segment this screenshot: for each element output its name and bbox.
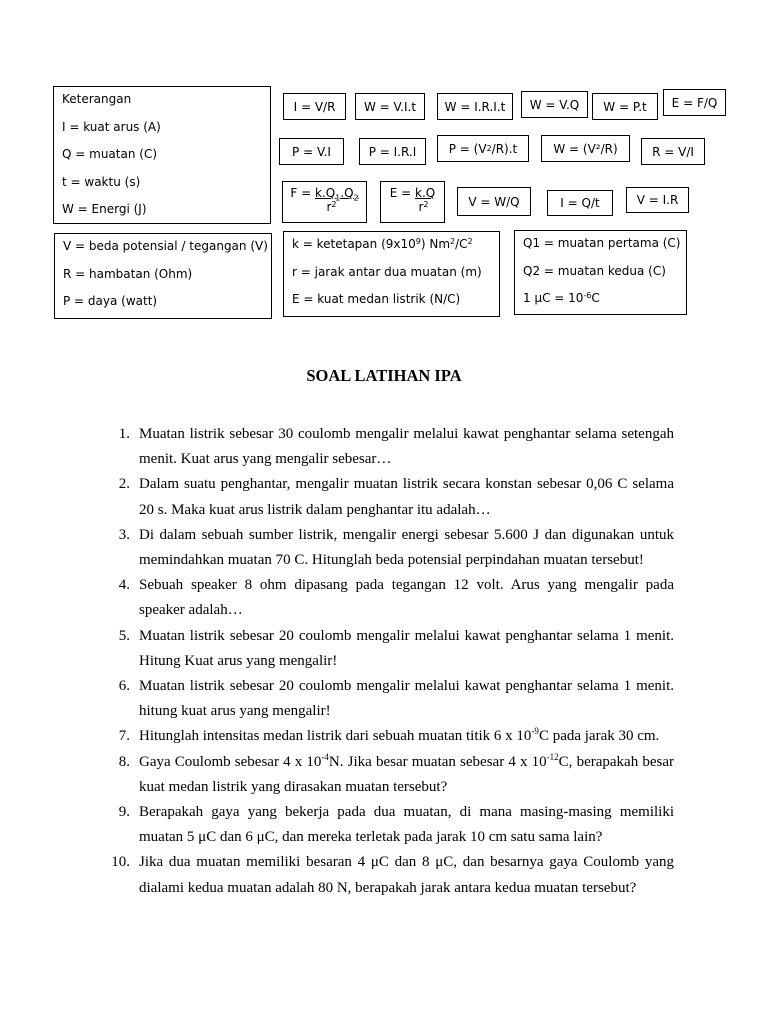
formula-v-ir: V = I.R [626, 187, 689, 213]
legend-item-voltage: V = beda potensial / tegangan (V) [63, 239, 268, 253]
question-item: 8. Gaya Coulomb sebesar 4 x $10^{-4}N$. Jika besar muatan sebesar 4 x $10^{-12}C$, berapakah besar kuat medan listrik yang dirasakan muatan tersebut? [118, 751, 675, 795]
question-list [112, 422, 674, 901]
question-item: 10. Jika dua muatan memiliki besaran 4 μC dan 8 μC, dan besarnya gaya Coulomb yang dialami kedua muatan adalah 80 N, berapakah jarak antara kedua muatan tersebut? [111, 854, 674, 896]
formula-electric-field: E = k.Q $r^2$ [380, 181, 445, 223]
legend-item-distance: r = jarak antar dua muatan (m) [292, 264, 482, 279]
legend-box-keterangan [53, 86, 271, 224]
formula-w-vq: W = V.Q [521, 91, 588, 118]
legend-box-charges [514, 230, 687, 315]
formula-i-qt: I = Q/t [547, 190, 613, 216]
legend-item-field: E = kuat medan listrik (N/C) [292, 292, 461, 306]
formula-r-vi-label: R = V/I [652, 144, 694, 159]
legend-item-charge: Q = muatan (C) [62, 147, 157, 161]
legend-item-energy: W = Energi (J) [62, 202, 147, 216]
legend-item-time: t = waktu (s) [62, 174, 141, 189]
legend-box-voltage [54, 233, 272, 319]
formula-e-fq: E = F/Q [663, 89, 726, 116]
formula-p-iri: P = I.R.I [359, 138, 426, 165]
legend-box-constants [283, 231, 500, 317]
formula-w-vit: W = V.I.t [355, 93, 425, 120]
legend-item-q2: Q2 = muatan kedua (C) [523, 263, 666, 278]
formula-coulomb-force: $F = k.Q_1.Q_2$ $r^2$ [282, 181, 367, 223]
formula-i-v-r: I = V/R [283, 93, 346, 120]
question-item: 3. Di dalam sebuah sumber listrik, mengalir energi sebesar 5.600 J dan digunakan untuk memindahkan muatan 70 C. Hitunglah beda potensial perpindahan muatan tersebut! [118, 526, 674, 569]
formula-w-v2r: W = (V²/R) [541, 135, 630, 162]
formula-v-wq: V = W/Q [457, 187, 531, 216]
legend-item-power: P = daya (watt) [63, 294, 158, 308]
legend-item-k: k = ketetapan $(9x10^9)$ $Nm^2/C^2$ [292, 237, 473, 251]
formula-w-pt: W = P.t [592, 93, 658, 120]
formula-p-v2r-t: P = (V 2 /R).t [437, 135, 529, 162]
legend-heading: Keterangan [62, 92, 132, 106]
question-item: 5. Muatan listrik sebesar 20 coulomb mengalir melalui kawat penghantar selama 1 menit. Hitung Kuat arus yang mengalir! [118, 627, 674, 669]
legend-item-resistance: R = hambatan (Ohm) [63, 266, 193, 281]
question-item: 7. Hitunglah intensitas medan listrik dari sebuah muatan titik 6 x $10^{-9}C$ pada jarak 30 cm. [118, 726, 660, 745]
question-item: 6. Muatan listrik sebesar 20 coulomb mengalir melalui kawat penghantar selama 1 menit. hitung kuat arus yang mengalir! [118, 678, 674, 720]
question-item: 9. Berapakah gaya yang bekerja pada dua muatan, di mana masing-masing memiliki muatan 5 μC dan 6 μC, dan mereka terletak pada jarak 10 cm satu sama lain? [118, 804, 674, 846]
formula-p-vi: P = V.I [279, 138, 344, 165]
formula-w-irit: W = I.R.I.t [437, 93, 513, 120]
legend-item-microcoulomb: 1 $\mu C = 10^{-6}C$ [523, 291, 600, 305]
question-item: 4. Sebuah speaker 8 ohm dipasang pada tegangan 12 volt. Arus yang mengalir pada speaker adalah… [118, 577, 674, 619]
question-item: 2. Dalam suatu penghantar, mengalir muatan listrik secara konstan sebesar 0,06 C selama 20 s. Maka kuat arus listrik dalam penghantar itu adalah… [118, 476, 674, 518]
legend-item-current: I = kuat arus (A) [62, 119, 161, 134]
page-title: SOAL LATIHAN IPA [306, 366, 462, 385]
question-item: 1. Muatan listrik sebesar 30 coulomb mengalir melalui kawat penghantar selama setengah menit. Kuat arus yang mengalir sebesar… [118, 426, 674, 468]
legend-item-q1: Q1 = muatan pertama (C) [523, 236, 681, 250]
formula-r-vi [641, 138, 705, 165]
